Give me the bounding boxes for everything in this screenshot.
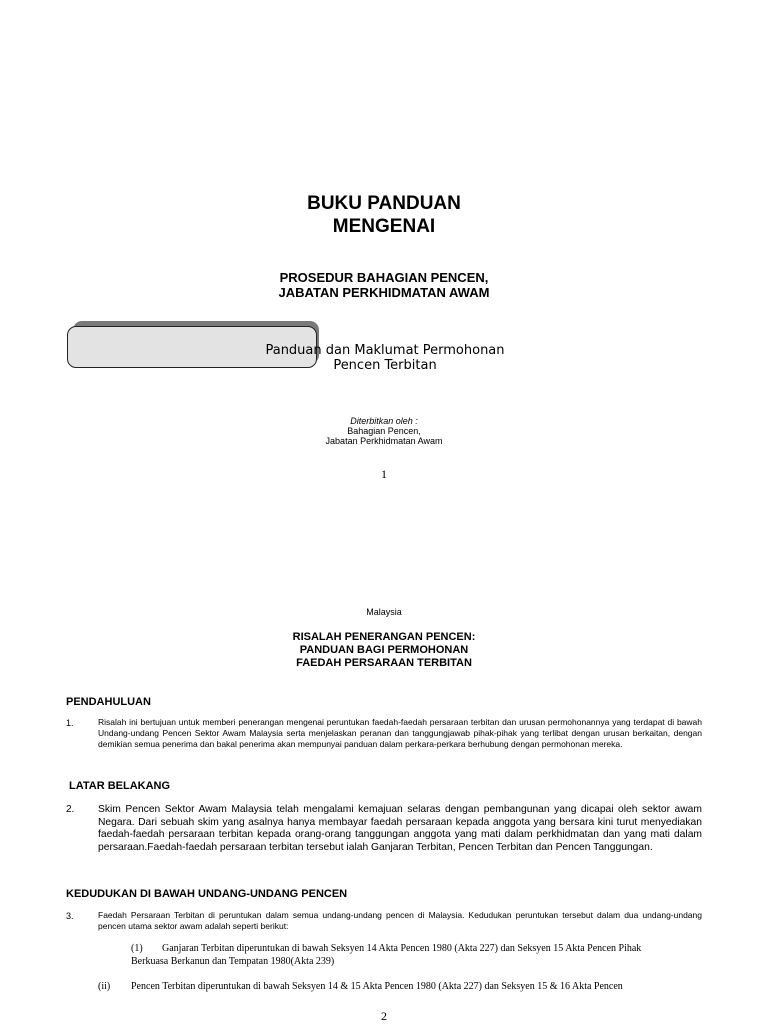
guide-title-line1: Panduan dan Maklumat Permohonan: [265, 343, 505, 358]
page-number-2: 2: [381, 1009, 387, 1023]
publisher-line1: Bahagian Pencen,: [347, 426, 421, 436]
cover-title-line1: BUKU PANDUAN: [307, 193, 461, 214]
leaflet-heading-line2: PANDUAN BAGI PERMOHONAN: [299, 644, 469, 656]
section-heading-latar-belakang: LATAR BELAKANG: [69, 780, 171, 792]
paragraph-2: Skim Pencen Sektor Awam Malaysia telah mengalami kemajuan selaras dengan pembangunan yang dicapai oleh sektor awam Negara. Dari sebuah skim yang asalnya hanya membayar faedah persaraan kepada anggota yang bersara kini turut menyediakan faedah-faedah persaraan terbitan kepada orang-orang tanggungan anggota yang mati dalam perkhidmatan dan yang mati dalam persaraan.Faedah-faedah persaraan terbitan tersebut ialah Ganjaran Terbitan, Pencen Terbitan dan Pencen Tanggungan.: [98, 804, 702, 853]
paragraph-number-3: 3.: [66, 911, 74, 921]
list-item-text-i-continued: Berkuasa Berkanun dan Tempatan 1980(Akta 239): [131, 956, 335, 967]
list-item-label-ii: (ii): [98, 981, 111, 992]
paragraph-3: Faedah Persaraan Terbitan di peruntukan dalam semua undang-undang pencen di Malaysia. Kedudukan peruntukan tersebut dalam dua undang-undang pencen utama sektor awam adalah seperti berikut:: [98, 910, 702, 931]
publisher-line2: Jabatan Perkhidmatan Awam: [325, 436, 443, 446]
leaflet-heading-line3: FAEDAH PERSARAAN TERBITAN: [296, 657, 472, 669]
guide-title-line2: Pencen Terbitan: [333, 358, 437, 373]
paragraph-number-2: 2.: [66, 804, 75, 815]
cover-subtitle-line1: PROSEDUR BAHAGIAN PENCEN,: [279, 270, 489, 285]
paragraph-1: Risalah ini bertujuan untuk memberi penerangan mengenai peruntukan faedah-faedah persaraan terbitan dan urusan permohonannya yang terdapat di bawah Undang-undang Pencen Sektor Awam Malaysia serta menjelaskan peranan dan tanggungjawab pihak-pihak yang terlibat dengan urusan berkaitan, dengan demikian semua penerima dan bakal penerima akan mempunyai panduan dalam perkara-perkara berhubung dengan permohonan mereka.: [98, 717, 702, 749]
page-number-1: 1: [381, 467, 387, 481]
country-label: Malaysia: [366, 607, 402, 617]
cover-title-line2: MENGENAI: [332, 216, 436, 237]
section-heading-pendahuluan: PENDAHULUAN: [66, 696, 151, 708]
list-item-label-i: (1): [131, 943, 143, 954]
published-by-label: Diterbitkan oleh :: [350, 416, 418, 426]
section-heading-kedudukan: KEDUDUKAN DI BAWAH UNDANG-UNDANG PENCEN: [66, 888, 348, 900]
leaflet-heading-line1: RISALAH PENERANGAN PENCEN:: [292, 631, 476, 643]
paragraph-number-1: 1.: [66, 718, 74, 728]
list-item-text-ii: Pencen Terbitan diperuntukan di bawah Seksyen 14 & 15 Akta Pencen 1980 (Akta 227) dan Seksyen 15 & 16 Akta Pencen: [131, 981, 623, 992]
list-item-text-i: Ganjaran Terbitan diperuntukan di bawah Seksyen 14 Akta Pencen 1980 (Akta 227) dan Seksyen 15 Akta Pencen Pihak: [162, 943, 642, 954]
cover-subtitle-line2: JABATAN PERKHIDMATAN AWAM: [278, 285, 490, 300]
